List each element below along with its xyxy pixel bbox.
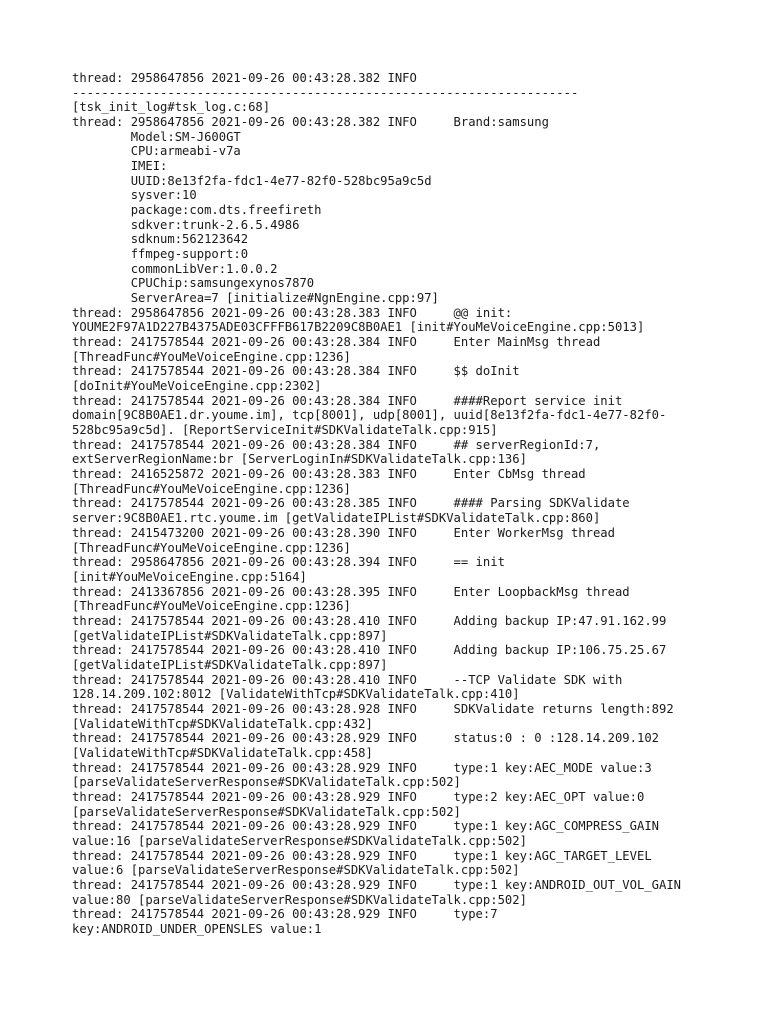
log-line: thread: 2417578544 2021-09-26 00:43:28.929 INFO type:1 key:AGC_COMPRESS_GAIN xyxy=(72,819,659,834)
log-line: [init#YouMeVoiceEngine.cpp:5164] xyxy=(72,569,307,584)
log-line: sdkver:trunk-2.6.5.4986 xyxy=(72,217,300,232)
log-line: thread: 2417578544 2021-09-26 00:43:28.385 INFO #### Parsing SDKValidate xyxy=(72,496,630,511)
log-line: domain[9C8B0AE1.dr.youme.im], tcp[8001], udp[8001], uuid[8e13f2fa-fdc1-4e77-82f0- xyxy=(72,408,667,423)
log-line: UUID:8e13f2fa-fdc1-4e77-82f0-528bc95a9c5d xyxy=(72,173,432,188)
log-line: package:com.dts.freefireth xyxy=(72,203,322,218)
log-line: thread: 2417578544 2021-09-26 00:43:28.410 INFO Adding backup IP:47.91.162.99 xyxy=(72,613,667,628)
log-line: thread: 2958647856 2021-09-26 00:43:28.382 INFO Brand:samsung xyxy=(72,115,549,130)
log-line: CPUChip:samsungexynos7870 xyxy=(72,276,315,291)
log-line: thread: 2417578544 2021-09-26 00:43:28.929 INFO type:1 key:AGC_TARGET_LEVEL xyxy=(72,848,652,863)
log-line: thread: 2417578544 2021-09-26 00:43:28.384 INFO $$ doInit xyxy=(72,364,520,379)
log-line: --------------------------------------------------------------------- xyxy=(72,85,579,100)
log-line: thread: 2958647856 2021-09-26 00:43:28.394 INFO == init xyxy=(72,555,505,570)
log-line: thread: 2417578544 2021-09-26 00:43:28.384 INFO ####Report service init xyxy=(72,393,623,408)
log-line: YOUME2F97A1D227B4375ADE03CFFFB617B2209C8B0AE1 [init#YouMeVoiceEngine.cpp:5013] xyxy=(72,320,645,335)
log-line: value:80 [parseValidateServerResponse#SDKValidateTalk.cpp:502] xyxy=(72,892,527,907)
log-line: extServerRegionName:br [ServerLoginIn#SDKValidateTalk.cpp:136] xyxy=(72,452,527,467)
log-line: [ThreadFunc#YouMeVoiceEngine.cpp:1236] xyxy=(72,540,351,555)
log-line: thread: 2417578544 2021-09-26 00:43:28.410 INFO Adding backup IP:106.75.25.67 xyxy=(72,643,667,658)
log-line: [ThreadFunc#YouMeVoiceEngine.cpp:1236] xyxy=(72,481,351,496)
log-line: [tsk_init_log#tsk_log.c:68] xyxy=(72,100,271,115)
log-line: thread: 2413367856 2021-09-26 00:43:28.395 INFO Enter LoopbackMsg thread xyxy=(72,584,630,599)
log-line: commonLibVer:1.0.0.2 xyxy=(72,261,278,276)
log-line: [parseValidateServerResponse#SDKValidateTalk.cpp:502] xyxy=(72,804,461,819)
log-line: thread: 2417578544 2021-09-26 00:43:28.929 INFO type:1 key:AEC_MODE value:3 xyxy=(72,760,652,775)
log-line: thread: 2417578544 2021-09-26 00:43:28.384 INFO ## serverRegionId:7, xyxy=(72,437,601,452)
log-line: thread: 2415473200 2021-09-26 00:43:28.390 INFO Enter WorkerMsg thread xyxy=(72,525,615,540)
log-line: IMEI: xyxy=(72,159,168,174)
log-line: [ThreadFunc#YouMeVoiceEngine.cpp:1236] xyxy=(72,349,351,364)
log-line: thread: 2416525872 2021-09-26 00:43:28.383 INFO Enter CbMsg thread xyxy=(72,467,586,482)
log-line: sdknum:562123642 xyxy=(72,232,249,247)
log-line: thread: 2417578544 2021-09-26 00:43:28.929 INFO status:0 : 0 :128.14.209.102 xyxy=(72,731,659,746)
log-line: sysver:10 xyxy=(72,188,197,203)
log-line: thread: 2958647856 2021-09-26 00:43:28.383 INFO @@ init: xyxy=(72,305,513,320)
log-line: 528bc95a9c5d]. [ReportServiceInit#SDKValidateTalk.cpp:915] xyxy=(72,423,498,438)
log-line: Model:SM-J600GT xyxy=(72,129,241,144)
log-line: [ValidateWithTcp#SDKValidateTalk.cpp:432] xyxy=(72,716,373,731)
log-line: thread: 2417578544 2021-09-26 00:43:28.929 INFO type:7 xyxy=(72,907,498,922)
log-line: thread: 2417578544 2021-09-26 00:43:28.410 INFO --TCP Validate SDK with xyxy=(72,672,623,687)
log-line: server:9C8B0AE1.rtc.youme.im [getValidateIPList#SDKValidateTalk.cpp:860] xyxy=(72,511,601,526)
log-line: thread: 2417578544 2021-09-26 00:43:28.928 INFO SDKValidate returns length:892 xyxy=(72,701,674,716)
log-line: ffmpeg-support:0 xyxy=(72,247,249,262)
log-line: thread: 2417578544 2021-09-26 00:43:28.384 INFO Enter MainMsg thread xyxy=(72,335,601,350)
log-line: [ValidateWithTcp#SDKValidateTalk.cpp:458] xyxy=(72,745,373,760)
log-line: [getValidateIPList#SDKValidateTalk.cpp:897] xyxy=(72,657,388,672)
log-line: value:16 [parseValidateServerResponse#SDKValidateTalk.cpp:502] xyxy=(72,833,527,848)
log-line: thread: 2417578544 2021-09-26 00:43:28.929 INFO type:2 key:AEC_OPT value:0 xyxy=(72,789,645,804)
log-document xyxy=(72,71,732,937)
log-line: [getValidateIPList#SDKValidateTalk.cpp:897] xyxy=(72,628,388,643)
log-line: [doInit#YouMeVoiceEngine.cpp:2302] xyxy=(72,379,322,394)
log-line: [ThreadFunc#YouMeVoiceEngine.cpp:1236] xyxy=(72,599,351,614)
log-line: thread: 2417578544 2021-09-26 00:43:28.929 INFO type:1 key:ANDROID_OUT_VOL_GAIN xyxy=(72,877,682,892)
log-line: [parseValidateServerResponse#SDKValidateTalk.cpp:502] xyxy=(72,775,461,790)
log-line: CPU:armeabi-v7a xyxy=(72,144,241,159)
log-line: key:ANDROID_UNDER_OPENSLES value:1 xyxy=(72,921,322,936)
log-line: 128.14.209.102:8012 [ValidateWithTcp#SDKValidateTalk.cpp:410] xyxy=(72,687,520,702)
log-line: ServerArea=7 [initialize#NgnEngine.cpp:97] xyxy=(72,291,439,306)
log-line: thread: 2958647856 2021-09-26 00:43:28.382 INFO xyxy=(72,71,417,85)
log-line: value:6 [parseValidateServerResponse#SDKValidateTalk.cpp:502] xyxy=(72,863,520,878)
